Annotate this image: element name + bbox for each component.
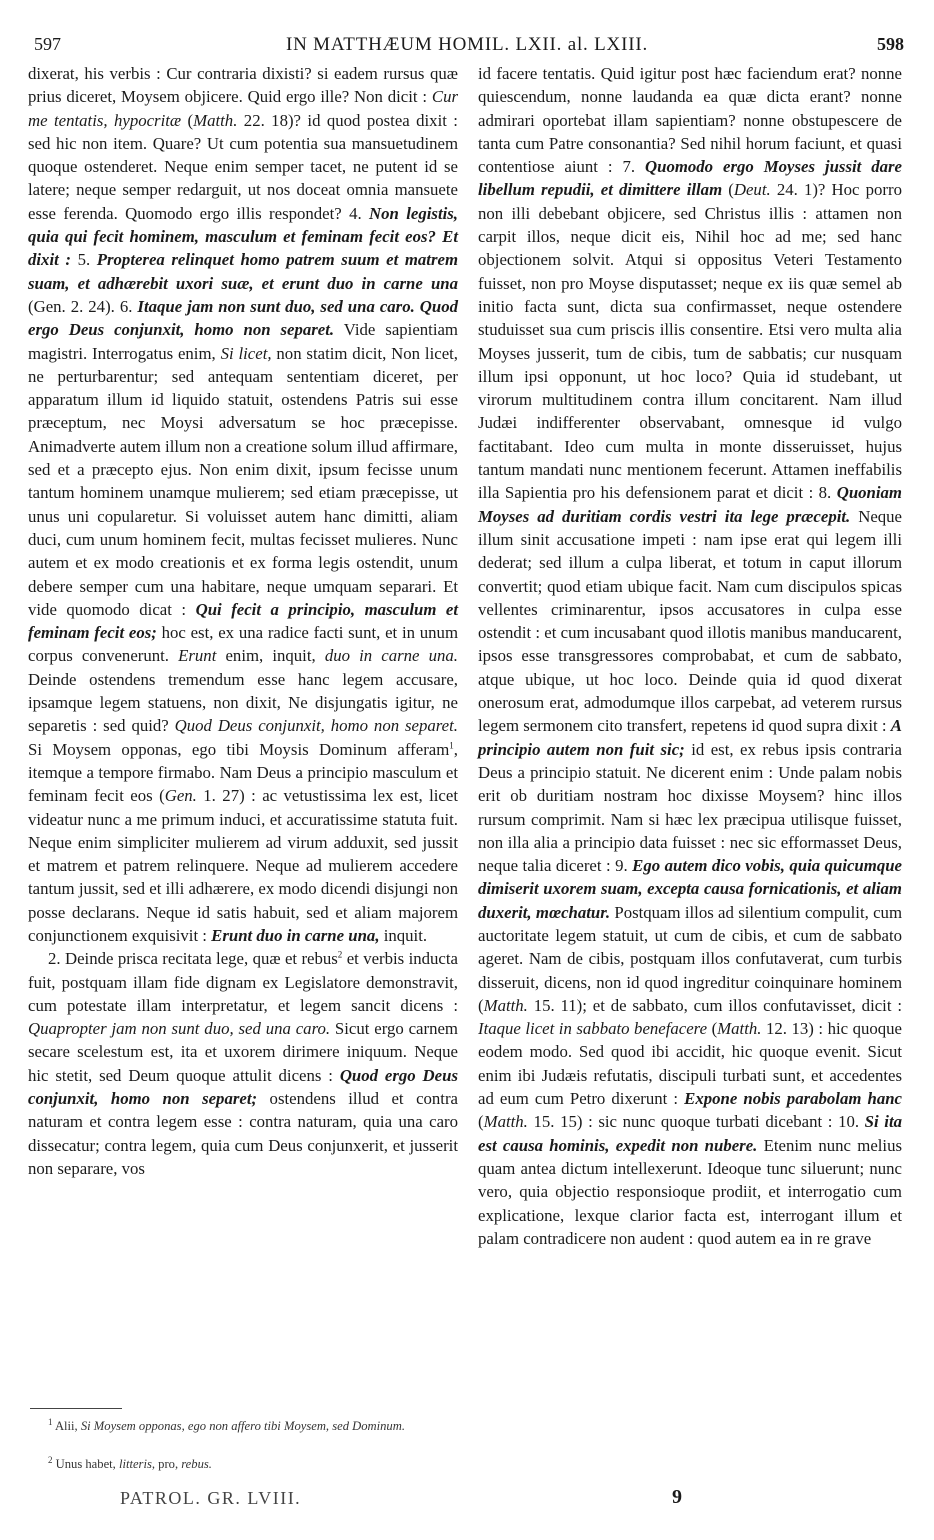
signature-mark: PATROL. GR. LVIII.: [120, 1488, 302, 1508]
right-column: [478, 62, 902, 1250]
signature-number: 9: [672, 1486, 682, 1508]
page-header: [0, 0, 934, 70]
paragraph: id facere tentatis. Quid igitur post hæc faciendum erat? nonne quiescendum, nonne laudanda ea quæ dicta erant? nonne admirari oportebat illam sapientiam? nonne obstupescere de tanta cum Patre consonantia? Sed nihil horum faciunt, et quasi contentiose aiunt : 7. Quomodo ergo Moyses jussit dare libellum repudii, et dimittere illam (Deut. 24. 1)? Hoc porro non illi debebant objicere, sed Christus illis : attamen non carpit illos, neque dicit eis, Nihil hoc ad me; sed hanc objectionem solvit. Atqui si oppositus Veteri Testamento fuisset, non pro Moyse disputasset; neque ex iis quæ semel ab initio facta sunt, dicta sua confirmasset, neque ostendere studuisset sua cum priscis illis consentire. Etsi vero multa alia Moyses jusserit, tum de cibis, tum de sabbatis; cur nusquam illum ipsi opponunt, ut hoc loco? Quia id studebant, ut virorum multitudinem contra illum concitarent. Nam illud Judæi indifferenter observabant, omnesque id vulgo factitabant. Ideo cum multa in monte disseruisset, hujus tantum mandati nunc mentionem fecerunt. Attamen ineffabilis illa Sapientia pro his defensionem parat et dicit : 8. Quoniam Moyses ad duritiam cordis vestri ita lege præcepit. Neque illum sinit accusatione impeti : nam ipse erat qui legem illi dederat; sed illum a culpa liberat, et totum in caput illorum convertit; quod etiam ubique facit. Nam cum discipulos spicas vellentes criminarentur, ipsos accusatores in culpa esse ostendit : et cum incusabant quod illotis manibus manducarent, ipsos esse transgressores comprobabat, et cum de sabbato, atque ubique, ut hoc loco. Deinde quia id quod dixerat onerosum erat, admodumque illos carpebat, ad veterem rursus legem sermonem cito transfert, repetens id quod supra dixit : A principio autem non fuit sic; id est, ex rebus ipsis contraria Deus a principio statuit. Ne dicerent enim : Unde palam nobis erit ob duritiam nostram hoc dixisse Moysem? hinc illos rursum comprimit. Nam si hæc lex præcipua utilisque fuisset, non illa alia a principio data fuisset : nec sic efformasset Deus, neque talia diceret : 9. Ego autem dico vobis, quia quicumque dimiserit uxorem suam, excepta causa fornicationis, et aliam duxerit, mœchatur. Postquam illos ad silentium compulit, cum auctoritate legem statuit, ut cum de cibis, et cum de sabbato ageret. Nam de cibis, postquam illos confutaverat, cum turbis disseruit, dicens, non id quod ingreditur coinquinare hominem (Matth. 15. 11); et de sabbato, cum illos confutavisset, dicit : Itaque licet in sabbato benefacere (Matth. 12. 13) : hic quoque eodem modo. Sed quod ibi accidit, hic quoque evenit. Sicut enim ibi Judæis refutatis, discipuli turbati sunt, et accedentes ad eum cum Petro dixerunt : Expone nobis parabolam hanc (Matth. 15. 15) : sic nunc quoque turbati dicebant : 10. Si ita est causa hominis, expedit non nubere. Etenim nunc melius quam antea dictum intellexerunt. Ideoque tunc siluerunt; nunc vero, quia objectio responsioque prodiit, et interrogatio cum explicatione, lexque clarior facta est, interrogant illum et palam contradicere non audent : quod autem ea in re grave: [478, 64, 903, 1248]
paragraph: 2. Deinde prisca recitata lege, quæ et rebus$^2$ et verbis inducta fuit, postquam illam fide dignam ex Legislatore demonstravit, cum potestate illam interpretatur, et legem sancit dicens : Quapropter jam non sunt duo, sed una caro. Sicut ergo carnem secare scelestum est, ita et uxorem dirimere iniquum. Neque hic stetit, sed Deum quoque attulit dicens : Quod ergo Deus conjunxit, homo non separet; ostendens illud et contra naturam et contra legem esse : contra naturam, quia una caro dissecatur; contra legem, quia cum Deus conjunxerit, et jusserit non separare, vos: [28, 949, 458, 1178]
page-number-left: 597: [34, 34, 61, 54]
footnote-2: $^2$ Unus habet, litteris, pro, rebus.: [48, 1454, 212, 1471]
page-number-right: 598: [877, 34, 904, 54]
footnote-1: $^1$ Alii, Si Moysem opponas, ego non affero tibi Moysem, sed Dominum.: [48, 1416, 405, 1433]
running-title: IN MATTHÆUM HOMIL. LXII. al. LXIII.: [285, 34, 649, 55]
footnote-ref: 1: [449, 740, 454, 751]
footnote-ref: 2: [337, 949, 343, 960]
left-column: [28, 62, 458, 1180]
paragraph: dixerat, his verbis : Cur contraria dixisti? si eadem rursus quæ prius diceret, Moysem objicere. Quid ergo ille? Non dicit : Cur me tentatis, hypocritæ (Matth. 22. 18)? id quod postea dixit : sed hic non item. Quare? Ut cum potentia sua mansuetudinem quoque ostenderet. Neque enim semper tacet, ne putent id se latere; neque semper redarguit, ut nos doceat omnia mansuete esse ferenda. Quomodo ergo illis respondet? 4. Non legistis, quia qui fecit hominem, masculum et feminam fecit eos? Et dixit : 5. Propterea relinquet homo patrem suum et matrem suam, et adhærebit uxori suæ, et erunt duo in carne una (Gen. 2. 24). 6. Itaque jam non sunt duo, sed una caro. Quod ergo Deus conjunxit, homo non separet. Vide sapientiam magistri. Interrogatus enim, Si licet, non statim dicit, Non licet, ne perturbarentur; sed antequam sententiam diceret, per apparatum illum id liquido statuit, ostendens Patris sui esse præceptum, nec Moysi adversatum se hoc præcepisse. Animadverte autem illum non a creatione solum illud affirmare, sed et a præcepto ejus. Non enim dixit, ipsum fecisse unum tantum hominem unamque mulierem; sed etiam præcepisse, ut unus uni copularetur. Si voluisset autem hanc dimitti, aliam duci, cum unum hominem fecit, multas fecisset mulieres. Nunc autem et ex modo creationis et ex forma legis ostendit, unum debere semper cum una habitare, neque umquam separari. Et vide quomodo dicat : Qui fecit a principio, masculum et feminam fecit eos; hoc est, ex una radice facti sunt, et in unum corpus convenerunt. Erunt enim, inquit, duo in carne una. Deinde ostendens tremendum esse hanc legem accusare, ipsamque legem statuens, non dixit, Ne disjungatis igitur, ne separetis : sed quid? Quod Deus conjunxit, homo non separet. Si Moysem opponas, ego tibi Moysis Dominum afferam$^1$, itemque a tempore firmabo. Nam Deus a principio masculum et feminam fecit eos (Gen. 1. 27) : ac vetustissima lex est, licet videatur nunc a me primum induci, et accuratissime statuta fuit. Neque enim simpliciter mulierem ad virum adduxit, sed jussit et matrem et patrem relinquere. Neque ad mulierem accedere tantum jussit, sed et illi adhærere, ex modo dicendi disjungi non posse declarans. Neque id satis habuit, sed et aliam majorem conjunctionem exquisivit : Erunt duo in carne una, inquit.: [28, 64, 459, 945]
footnote-rule: [30, 1408, 122, 1409]
